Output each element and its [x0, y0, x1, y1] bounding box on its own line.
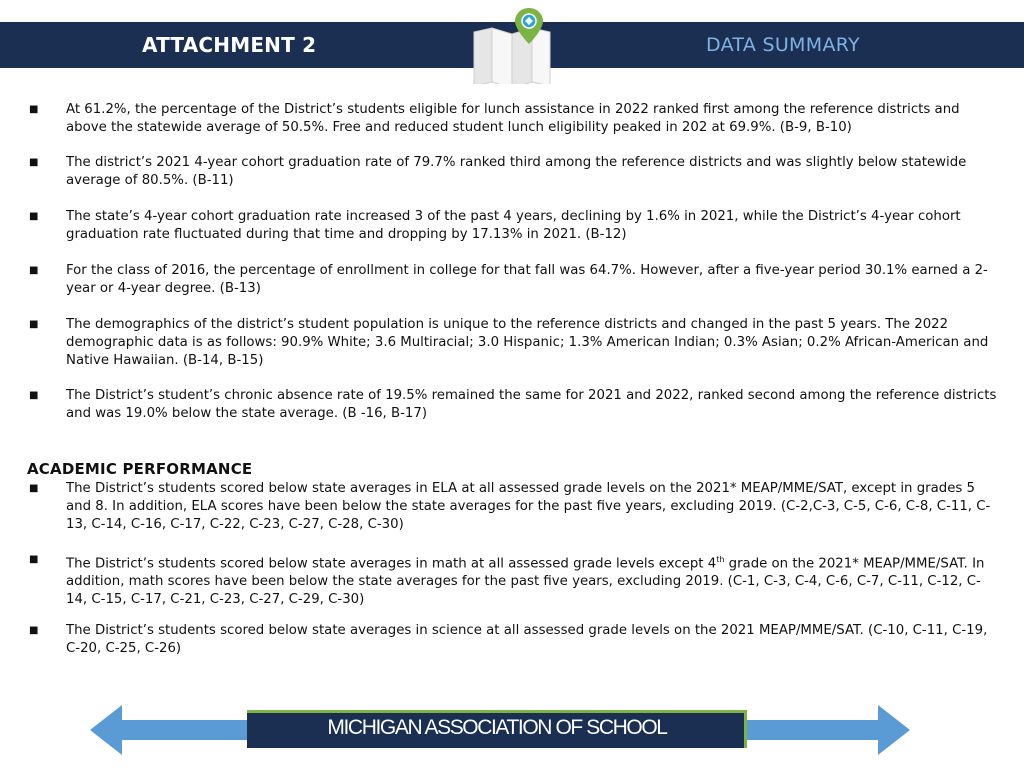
bullet-item: ■ The District’s students scored below state averages in science at all assessed grade levels on the 2021 MEAP/MME/SAT. (C-10, C-11, C-19, C-20, C-25, C-26) — [29, 623, 988, 656]
attachment-title: ATTACHMENT 2 — [142, 33, 317, 57]
bullet-item: ■ The District’s student’s chronic absence rate of 19.5% remained the same for 2021 and 2022, ranked second among the reference districts and was 19.0% below the state average. (B -16, B-17) — [29, 388, 997, 421]
bullet-marker: ■ — [29, 554, 39, 565]
bullet-item: ■ The District’s students scored below state averages in ELA at all assessed grade levels on the 2021* MEAP/MME/SAT, except in grades 5 and 8. In addition, ELA scores have been below the state averages for the past five years, excluding 2019. (C-2,C-3, C-5, C-6, C-8, C-11, C-13, C-14, C-16, C-17, C-22, C-23, C-27, C-28, C-30) — [29, 481, 991, 532]
bullet-item: ■ The demographics of the district’s student population is unique to the reference districts and changed in the past 5 years. The 2022 demographic data is as follows: 90.9% White; 3.6 Multiracial; 3.0 Hispanic; 1.3% American Indian; 0.3% Asian; 0.2% African-American and Native Hawaiian. (B-14, B-15) — [29, 317, 989, 368]
bullet-item: ■ For the class of 2016, the percentage of enrollment in college for that fall was 64.7%. However, after a five-year period 30.1% earned a 2-year or 4-year degree. (B-13) — [29, 263, 988, 296]
bullet-marker: ■ — [29, 390, 39, 401]
bullet-marker: ■ — [29, 104, 39, 115]
bullet-item: ■ The state’s 4-year cohort graduation rate increased 3 of the past 4 years, declining by 1.6% in 2021, while the District’s 4-year cohort graduation rate fluctuated during that time and dropping by 17.13% in 2021. (B-12) — [29, 209, 961, 242]
bullet-marker: ■ — [29, 211, 39, 222]
bullet-marker: ■ — [29, 265, 39, 276]
bullet-marker: ■ — [29, 483, 39, 494]
bullet-item: ■ The District’s students scored below state averages in math at all assessed grade levels except 4th grade on the 2021* MEAP/MME/SAT. In addition, math scores have been below the state averages for the past five years, excluding 2019. (C-1, C-3, C-4, C-6, C-7, C-11, C-12, C-14, C-15, C-17, C-21, C-23, C-27, C-29, C-30) — [66, 551, 1001, 609]
bullet-item: ■ At 61.2%, the percentage of the District’s students eligible for lunch assistance in 2022 ranked first among the reference districts and above the statewide average of 50.5%. Free and reduced student lunch eligibility peaked in 202 at 69.9%. (B-9, B-10) — [29, 102, 960, 135]
academic-performance-heading: ACADEMIC PERFORMANCE — [27, 460, 253, 478]
bullet-marker: ■ — [29, 625, 39, 636]
footer-label: MICHIGAN ASSOCIATION OF SCHOOL — [327, 716, 667, 739]
bullet-item: ■ The district’s 2021 4-year cohort graduation rate of 79.7% ranked third among the reference districts and was slightly below statewide average of 80.5%. (B-11) — [29, 155, 967, 188]
data-summary-title: DATA SUMMARY — [706, 34, 860, 56]
bullet-marker: ■ — [29, 319, 39, 330]
bullet-marker: ■ — [29, 157, 39, 168]
